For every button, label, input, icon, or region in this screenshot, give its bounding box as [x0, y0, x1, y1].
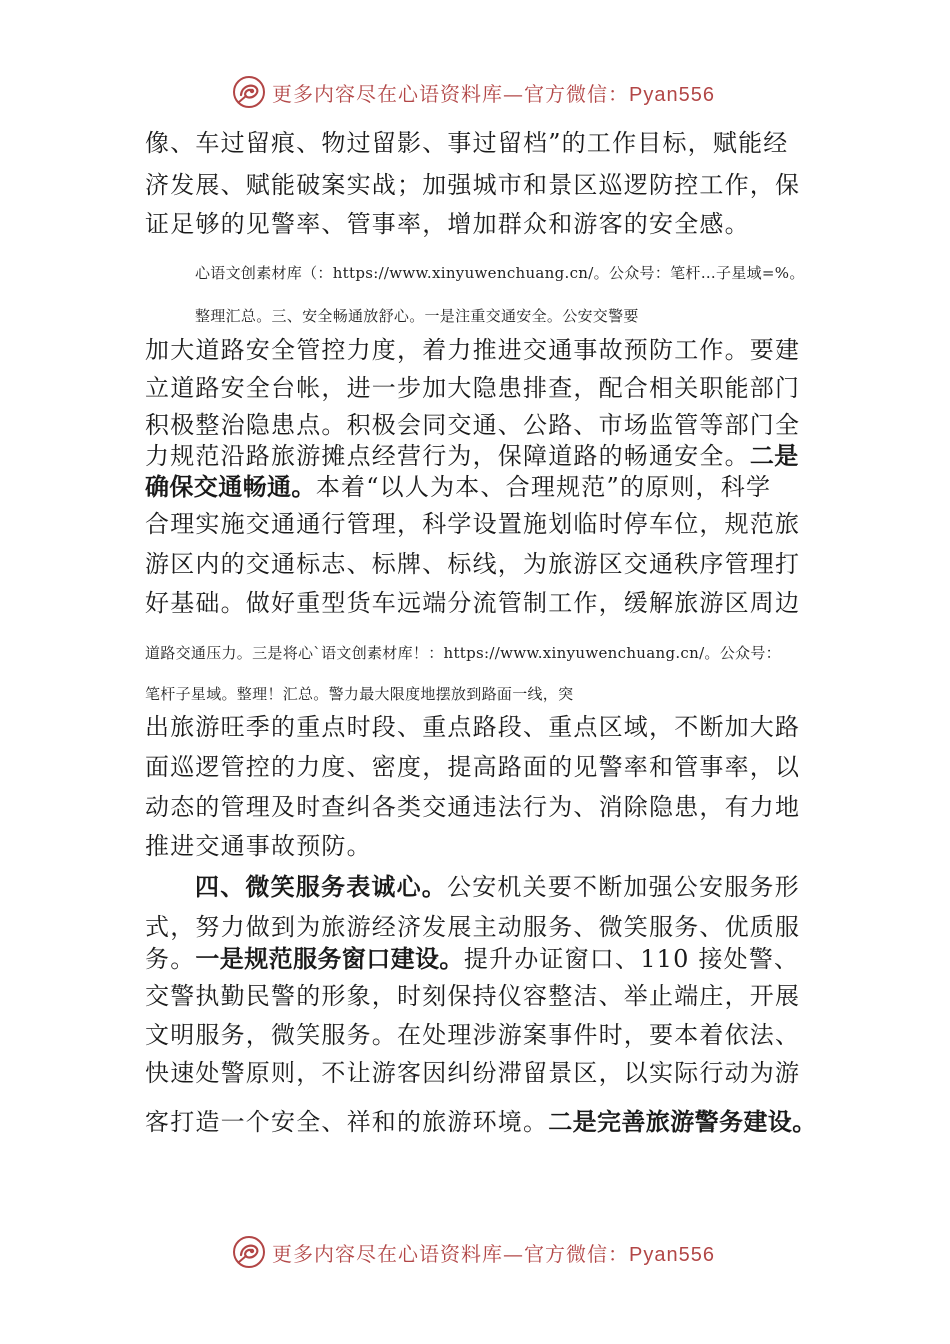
body-text: 客打造一个安全、祥和的旅游环境。 [145, 1108, 549, 1136]
header-banner [232, 72, 752, 112]
watermark-line: 道路交通压力。三是将心`语文创素材库！：https://www.xinyuwenchuang.cn/。公众号： [145, 644, 781, 662]
body-line: 加大道路安全管控力度，着力推进交通事故预防工作。要建 [145, 336, 801, 364]
body-line [145, 944, 799, 974]
body-line [195, 872, 800, 902]
body-text: 提升办证窗口、110 接处警、 [463, 945, 800, 973]
header-banner-label: 更多内容尽在心语资料库—官方微信： [272, 81, 629, 106]
body-line: 积极整治隐患点。积极会同交通、公路、市场监管等部门全 [145, 411, 801, 439]
body-line: 合理实施交通通行管理，科学设置施划临时停车位，规范旅 [145, 510, 801, 538]
footer-banner-label: 更多内容尽在心语资料库—官方微信： [272, 1241, 629, 1266]
body-line: 出旅游旺季的重点时段、重点路段、重点区域，不断加大路 [145, 713, 801, 741]
rose-logo-icon [232, 75, 266, 109]
body-line: 好基础。做好重型货车远端分流管制工作，缓解旅游区周边 [145, 589, 801, 617]
bold-heading: 二是 [749, 442, 799, 470]
bold-heading: 一是规范服务窗口建设。 [195, 945, 464, 973]
body-line: 面巡逻管控的力度、密度，提高路面的见警率和管事率，以 [145, 753, 801, 781]
footer-banner-text [272, 1238, 715, 1267]
body-line: 交警执勤民警的形象，时刻保持仪容整洁、举止端庄，开展 [145, 982, 801, 1010]
footer-banner-handle: Pyan556 [629, 1243, 715, 1266]
rose-logo-icon [232, 1235, 266, 1269]
body-small-line: 整理汇总。三、安全畅通放舒心。一是注重交通安全。公安交警要 [195, 307, 639, 325]
body-line: 像、车过留痕、物过留影、事过留档”的工作目标，赋能经 [145, 129, 789, 157]
body-line: 式，努力做到为旅游经济发展主动服务、微笑服务、优质服 [145, 913, 801, 941]
body-line: 济发展、赋能破案实战；加强城市和景区巡逻防控工作，保 [145, 171, 801, 199]
body-text: 本着“以人为本、合理规范”的原则，科学 [315, 473, 772, 501]
header-banner-handle: Pyan556 [629, 83, 715, 106]
body-line [145, 1107, 817, 1137]
body-line: 动态的管理及时查纠各类交通违法行为、消除隐患，有力地 [145, 793, 801, 821]
section-heading: 四、微笑服务表诚心。 [195, 872, 447, 901]
body-line: 立道路安全台帐，进一步加大隐患排查，配合相关职能部门 [145, 374, 801, 402]
body-small-line: 笔杆子星域。整理！汇总。警力最大限度地摆放到路面一线，突 [145, 685, 574, 703]
body-line: 文明服务，微笑服务。在处理涉游案事件时，要本着依法、 [145, 1021, 801, 1049]
body-line [145, 472, 771, 502]
body-text: 力规范沿路旅游摊点经营行为，保障道路的畅通安全。 [145, 442, 750, 470]
body-line: 快速处警原则，不让游客因纠纷滞留景区，以实际行动为游 [145, 1059, 801, 1087]
footer-banner [232, 1232, 752, 1272]
body-line: 推进交通事故预防。 [145, 832, 372, 860]
header-banner-text [272, 78, 715, 107]
body-line: 证足够的见警率、管事率，增加群众和游客的安全感。 [145, 210, 750, 238]
body-text: 务。 [145, 945, 196, 973]
watermark-line: 心语文创素材库（：https://www.xinyuwenchuang.cn/。公众号：笔杆…子星域=%。 [195, 264, 805, 282]
body-text: 公安机关要不断加强公安服务形 [447, 873, 800, 901]
body-line: 游区内的交通标志、标牌、标线，为旅游区交通秩序管理打 [145, 550, 801, 578]
bold-heading: 二是完善旅游警务建设。 [548, 1108, 817, 1136]
body-line [145, 441, 799, 471]
bold-heading: 确保交通畅通。 [145, 473, 316, 501]
